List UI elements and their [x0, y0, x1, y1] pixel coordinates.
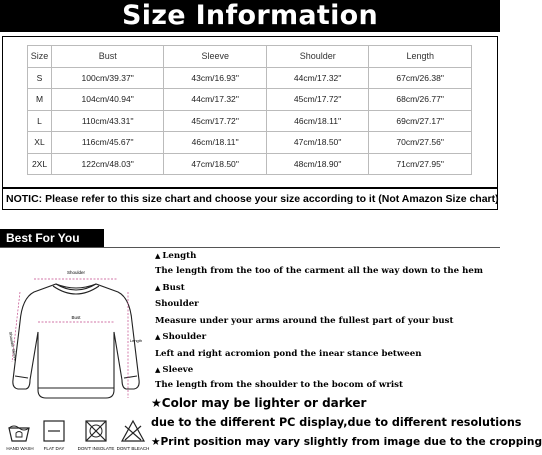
display-note: due to the different PC display,due to different resolutions	[151, 416, 522, 429]
sleeve-heading: ▲ Sleeve	[155, 365, 194, 375]
table-cell: 45cm/17.72''	[266, 89, 369, 111]
table-cell: 67cm/26.38''	[369, 67, 472, 89]
diagram-length-label: Length	[129, 338, 143, 343]
table-cell: 45cm/17.72''	[164, 110, 267, 132]
table-row	[28, 89, 472, 111]
header-shoulder: Shoulder	[266, 46, 369, 68]
sweatshirt-outline-icon	[13, 284, 139, 398]
hand-wash-icon	[6, 418, 32, 444]
table-cell: 100cm/39.37''	[52, 67, 164, 89]
size-table	[27, 45, 472, 175]
color-note: ★Color may be lighter or darker	[151, 396, 367, 410]
header-length: Length	[369, 46, 472, 68]
care-label: DON'T BLEACH	[116, 446, 150, 451]
notice-text: NOTIC: Please refer to this size chart and choose your size according to it (Not Amazon Size chart)	[6, 193, 499, 205]
dont-insolate-icon	[83, 418, 109, 444]
table-row	[28, 132, 472, 154]
table-cell: 116cm/45.67''	[52, 132, 164, 154]
bust-subheading: Shoulder	[155, 299, 199, 309]
star-icon: ★	[151, 396, 162, 410]
shoulder-text: Left and right acromion pond the inear stance between	[155, 349, 422, 359]
bust-text: Measure under your arms around the fullest part of your bust	[155, 316, 454, 326]
table-cell: 70cm/27.56''	[369, 132, 472, 154]
header-bust: Bust	[52, 46, 164, 68]
header-size: Size	[28, 46, 52, 68]
length-heading: ▲ Length	[155, 251, 197, 261]
print-note: ★Print position may vary slightly from image due to the cropping	[151, 436, 542, 448]
care-label: HAND WASH	[6, 446, 34, 451]
table-cell: XL	[28, 132, 52, 154]
section-divider	[0, 247, 500, 248]
dont-bleach-icon	[120, 418, 146, 444]
flat-dry-icon	[41, 418, 67, 444]
table-row	[28, 67, 472, 89]
star-icon: ★	[151, 436, 161, 448]
table-cell: 71cm/27.95''	[369, 153, 472, 175]
table-cell: S	[28, 67, 52, 89]
page-title: Size Information	[121, 0, 379, 31]
length-text: The length from the too of the carment all the way down to the hem	[155, 266, 483, 276]
table-cell: 68cm/26.77''	[369, 89, 472, 111]
sleeve-text: The length from the shoulder to the bocom of wrist	[155, 380, 403, 390]
table-cell: 43cm/16.93''	[164, 67, 267, 89]
header-sleeve: Sleeve	[164, 46, 267, 68]
care-label: DON'T INSOLATE	[77, 446, 115, 451]
table-cell: 44cm/17.32''	[266, 67, 369, 89]
table-cell: 46cm/18.11''	[164, 132, 267, 154]
table-cell: L	[28, 110, 52, 132]
diagram-sleeve-label: Shoulder Sleeve	[8, 331, 19, 362]
diagram-shoulder-label: Shoulder	[66, 270, 86, 275]
table-cell: 47cm/18.50''	[266, 132, 369, 154]
best-for-you-title: Best For You	[6, 231, 80, 245]
table-cell: 48cm/18.90''	[266, 153, 369, 175]
bust-heading: ▲ Bust	[155, 283, 185, 293]
table-cell: M	[28, 89, 52, 111]
table-row	[28, 153, 472, 175]
table-cell: 47cm/18.50''	[164, 153, 267, 175]
table-cell: 122cm/48.03''	[52, 153, 164, 175]
diagram-bust-label: Bust	[71, 315, 81, 320]
table-header-row	[28, 46, 472, 68]
table-cell: 46cm/18.11''	[266, 110, 369, 132]
sweatshirt-diagram	[6, 262, 146, 404]
table-cell: 2XL	[28, 153, 52, 175]
table-row	[28, 110, 472, 132]
table-cell: 104cm/40.94''	[52, 89, 164, 111]
table-cell: 110cm/43.31''	[52, 110, 164, 132]
care-label: FLAT DAY	[43, 446, 65, 451]
shoulder-heading: ▲ Shoulder	[155, 332, 207, 342]
table-cell: 44cm/17.32''	[164, 89, 267, 111]
table-cell: 69cm/27.17''	[369, 110, 472, 132]
measure-lines	[12, 279, 128, 398]
